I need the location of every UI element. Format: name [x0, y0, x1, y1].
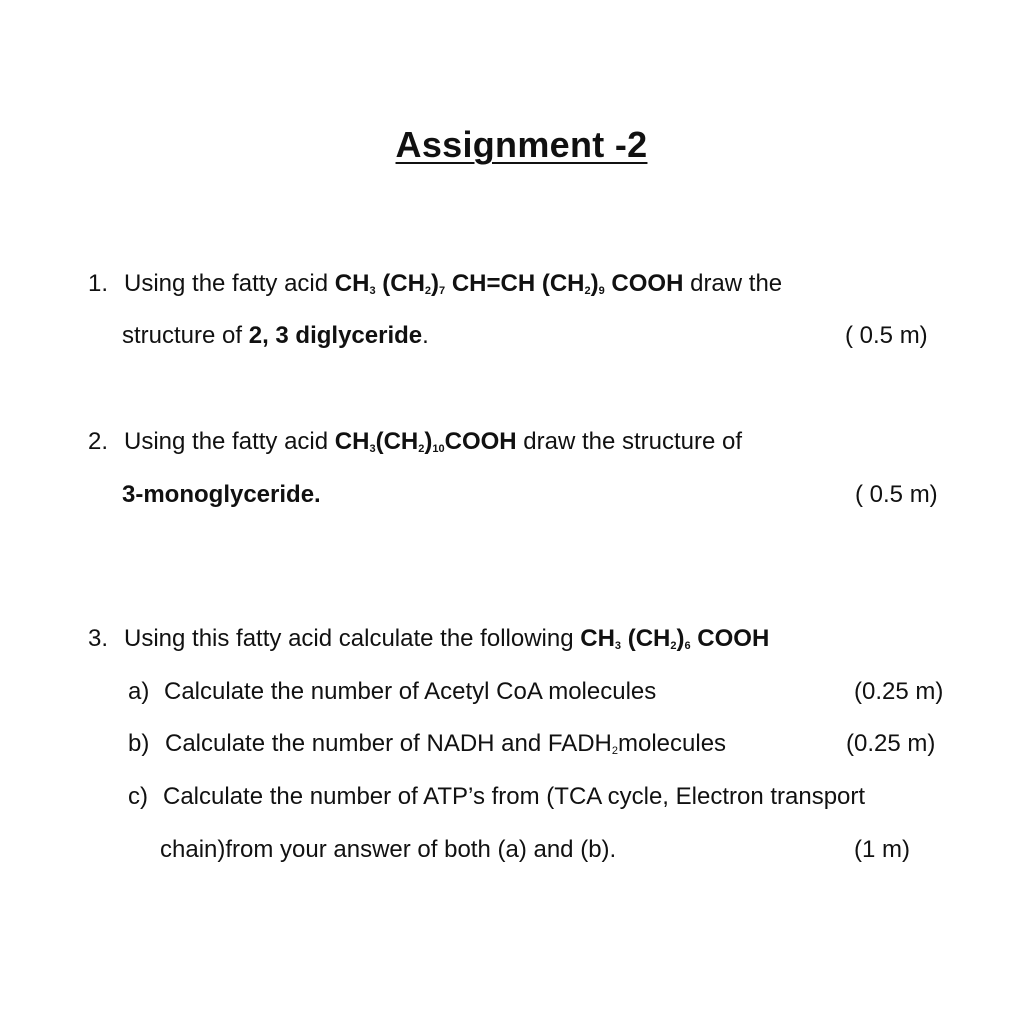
question-3c: [128, 782, 865, 812]
question-3-number: 3.: [88, 625, 109, 652]
question-3a-marks: (0.25 m): [854, 678, 944, 705]
question-3-formula: $CH_3$ $(CH_2)_6$ COOH: [580, 625, 770, 652]
question-1-marks: ( 0.5 m): [845, 322, 928, 349]
page-title: Assignment -2: [395, 124, 648, 165]
question-1-line-2: structure of 2, 3 diglyceride.: [122, 322, 429, 349]
question-1-number: 1.: [88, 270, 109, 297]
question-1-target: 2, 3 diglyceride: [248, 322, 423, 349]
question-2-prefix: Using the fatty acid: [124, 428, 335, 455]
question-3c-label: c): [128, 783, 148, 810]
question-1-formula: $CH_3$ $(CH_2)_7$ CH=CH $(CH_2)_9$ COOH: [334, 270, 684, 297]
question-3c-marks: (1 m): [854, 836, 910, 863]
question-3-line-1: [88, 624, 769, 654]
question-1-prefix: Using the fatty acid: [124, 270, 335, 297]
question-3b-label: b): [128, 730, 150, 757]
question-3c-line-2: chain)from your answer of both (a) and (b).: [160, 836, 617, 863]
question-2-number: 2.: [88, 428, 109, 455]
question-2-target: 3-monoglyceride.: [122, 481, 321, 508]
question-3-prefix: Using this fatty acid calculate the following: [124, 625, 581, 652]
question-1-suffix: draw the: [683, 270, 783, 297]
question-2-marks: ( 0.5 m): [855, 481, 938, 508]
question-2-line-2: [122, 480, 321, 510]
question-3a-text: Calculate the number of Acetyl CoA molecules: [164, 678, 657, 705]
question-3b-marks: (0.25 m): [846, 730, 936, 757]
question-3a-label: a): [128, 678, 150, 705]
question-1-line-1: [88, 269, 782, 299]
question-3a: [128, 677, 656, 707]
question-2-suffix: draw the structure of: [516, 428, 743, 455]
question-2-line-1: [88, 427, 742, 457]
question-3b: [128, 729, 726, 759]
question-2-formula: $CH_3(CH_2)_{10}COOH$: [334, 428, 517, 455]
question-3b-text: Calculate the number of NADH and $FADH_2molecules$: [165, 730, 727, 757]
question-3c-text: Calculate the number of ATP’s from (TCA cycle, Electron transport: [163, 783, 866, 810]
